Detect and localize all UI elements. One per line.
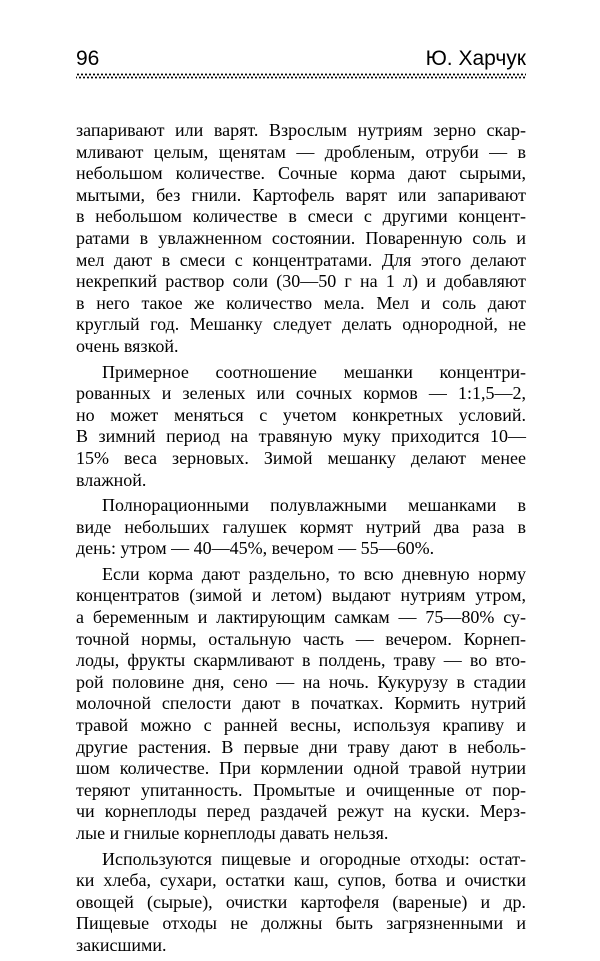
text-line: запаривают или варят. Взрослым нутриям зерно скар-	[76, 120, 526, 140]
text-line: виде небольших галушек кормят нутрий два раза в	[76, 516, 526, 537]
text-line: некрепкий раствор соли (30—50 г на 1 л) и добавляют	[76, 271, 526, 292]
text-line: мливают целым, щенятам — дробленым, отруби — в	[76, 141, 526, 162]
text-line: день: утром — 40—45%, вечером — 55—60%.	[76, 538, 435, 559]
text-line: мел дают в смеси с концентратами. Для этого делают	[76, 249, 526, 270]
text-line: рой половине дня, сено — на ночь. Кукурузу в стадии	[76, 671, 526, 692]
text-line: ратами в увлажненном состоянии. Поваренную соль и	[76, 227, 526, 248]
text-line: а беременным и лактирующим самкам — 75—80% су-	[76, 607, 526, 628]
paragraph	[76, 564, 526, 845]
text-line: небольшом количестве. Сочные корма дают сырыми,	[76, 163, 526, 184]
text-line: овощей (сырые), очистки картофеля (вареные) и др.	[76, 891, 526, 912]
header-divider	[76, 73, 526, 79]
text-line: Пищевые отходы не должны быть загрязненными и	[76, 913, 526, 934]
paragraph	[76, 849, 526, 957]
text-line: Если корма дают раздельно, то всю дневную норму	[102, 563, 526, 584]
text-line: другие растения. В первые дни траву дают в неболь-	[76, 736, 526, 757]
paragraph	[76, 495, 526, 560]
text-line: мытыми, без гнили. Картофель варят или запаривают	[76, 184, 526, 205]
page-number: 96	[76, 47, 100, 70]
text-line: Примерное соотношение мешанки концентри-	[102, 361, 526, 382]
text-line: закисшими.	[76, 934, 167, 955]
text-line: теряют упитанность. Промытые и очищенные от пор-	[76, 779, 526, 800]
text-line: 15% веса зерновых. Зимой мешанку делают менее	[76, 447, 526, 468]
text-line: точной нормы, остальную часть — вечером. Корнеп-	[76, 628, 526, 649]
text-line: лые и гнилые корнеплоды давать нельзя.	[76, 823, 389, 843]
text-line: Полнорационными полувлажными мешанками в	[102, 495, 526, 516]
text-line: рованных и зеленых или сочных кормов — 1:1,5—2,	[76, 383, 526, 404]
text-line: но может меняться с учетом конкретных условий.	[76, 404, 526, 425]
text-line: травой можно с ранней весны, используя крапиву и	[76, 715, 526, 736]
text-line: Используются пищевые и огородные отходы: остат-	[102, 848, 526, 869]
page-header	[76, 47, 526, 75]
text-line: влажной.	[76, 469, 147, 490]
text-line: круглый год. Мешанку следует делать однородной, не	[76, 314, 526, 335]
text-line: лоды, фрукты скармливают в полдень, траву — во вто-	[76, 650, 526, 671]
text-line: концентратов (зимой и летом) выдают нутриям утром,	[76, 585, 526, 606]
text-line: очень вязкой.	[76, 335, 179, 356]
text-line: в него такое же количество мела. Мел и соль дают	[76, 292, 526, 313]
text-line: в небольшом количестве в смеси с другими концент-	[76, 206, 526, 227]
text-line: шом количестве. При кормлении одной травой нутрии	[76, 758, 526, 779]
paragraph	[76, 362, 526, 492]
text-line: молочной спелости дают в початках. Кормить нутрий	[76, 693, 526, 714]
text-line: В зимний период на травяную муку приходится 10—	[76, 426, 526, 447]
text-line: ки хлеба, сухари, остатки каш, супов, ботва и очистки	[76, 870, 526, 891]
running-head-author: Ю. Харчук	[425, 47, 526, 70]
paragraph	[76, 120, 526, 358]
text-line: чи корнеплоды перед раздачей режут на куски. Мерз-	[76, 801, 526, 822]
body-text	[76, 120, 526, 961]
